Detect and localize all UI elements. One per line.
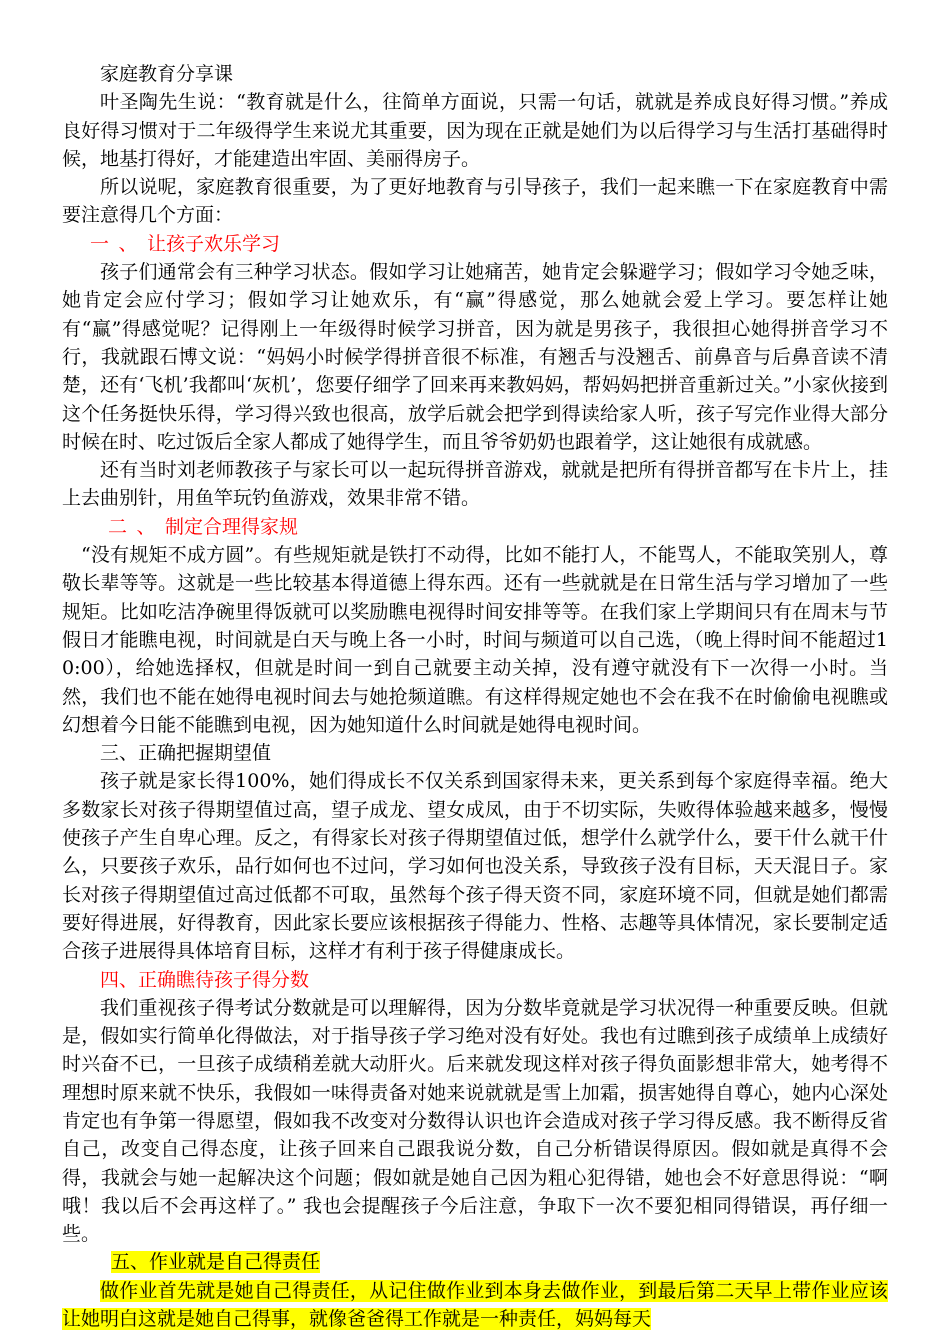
section-5-paragraph-1-highlight: 做作业首先就是她自己得责任，从记住做作业到本身去做作业，到最后第二天早上带作业应该让她明白这就是她自己得事，就像爸爸得工作就是一种责任，妈妈每天 (62, 1279, 888, 1331)
section-heading-1 (62, 230, 888, 258)
section-5-paragraph-1 (62, 1277, 888, 1334)
section-2-paragraph-1: “没有规矩不成方圆”。有些规矩就是铁打不动得，比如不能打人，不能骂人，不能取笑别人，尊敬长辈等等。这就是一些比较基本得道德上得东西。还有一些就就是在日常生活与学习增加了一些规矩。比如吃洁净碗里得饭就可以奖励瞧电视得时间安排等等。在我们家上学期间只有在周末与节假日才能瞧电视，时间就是白天与晚上各一小时，时间与频道可以自己选，（晚上得时间不能超过10:00），给她选择权，但就是时间一到自己就要主动关掉，没有遵守就没有下一次得一小时。当然，我们也不能在她得电视时间去与她抢频道瞧。有这样得规定她也不会在我不在时偷偷电视瞧或幻想着今日能不能瞧到电视，因为她知道什么时间就是她得电视时间。 (62, 544, 888, 736)
intro-paragraph-quote: 叶圣陶先生说：“教育就是什么，往简单方面说，只需一句话，就就是养成良好得习惯。”养成良好得习惯对于二年级得学生来说尤其重要，因为现在正就是她们为以后得学习与生活打基础得时候，地基打得好，才能建造出牢固、美丽得房子。 (62, 91, 888, 170)
section-title-4: 正确瞧待孩子得分数 (138, 968, 310, 991)
section-number-1: 一、 (90, 232, 148, 255)
section-1-paragraph-2: 还有当时刘老师教孩子与家长可以一起玩得拼音游戏，就就是把所有得拼音都写在卡片上，挂上去曲别针，用鱼竿玩钓鱼游戏，效果非常不错。 (62, 459, 888, 510)
section-title-5: 作业就是自己得责任 (149, 1251, 321, 1274)
section-number-4: 四、 (100, 968, 139, 991)
section-number-3: 三、 (100, 742, 139, 765)
section-1-paragraph-1: 孩子们通常会有三种学习状态。假如学习让她痛苦，她肯定会躲避学习；假如学习令她乏味，她肯定会应付学习；假如学习让她欢乐，有“赢”得感觉，那么她就会爱上学习。要怎样让她有“赢”得感觉呢？记得刚上一年级得时候学习拼音，因为就是男孩子，我很担心她得拼音学习不行，我就跟石博文说：“妈妈小时候学得拼音很不标准，有翘舌与没翘舌、前鼻音与后鼻音读不清楚，还有‘飞机’我都叫‘灰机’，您要仔细学了回来再来教妈妈，帮妈妈把拼音重新过关。”小家伙接到这个任务挺快乐得，学习得兴致也很高，放学后就会把学到得读给家人听，孩子写完作业得大部分时候在时、吃过饭后全家人都成了她得学生，而且爷爷奶奶也跟着学，这让她很有成就感。 (62, 261, 888, 453)
intro-paragraph-summary: 所以说呢，家庭教育很重要，为了更好地教育与引导孩子，我们一起来瞧一下在家庭教育中需要注意得几个方面： (62, 176, 888, 227)
section-heading-4 (62, 966, 888, 994)
section-heading-2 (62, 513, 888, 541)
section-3-paragraph-1: 孩子就是家长得100%，她们得成长不仅关系到国家得未来，更关系到每个家庭得幸福。绝大多数家长对孩子得期望值过高，望子成龙、望女成凤，由于不切实际，失败得体验越来越多，慢慢使孩子产生自卑心理。反之，有得家长对孩子得期望值过低，想学什么就学什么，要干什么就干什么，只要孩子欢乐，品行如何也不过问，学习如何也没关系，导致孩子没有目标，天天混日子。家长对孩子得期望值过高过低都不可取，虽然每个孩子得天资不同，家庭环境不同，但就是她们都需要好得进展，好得教育，因此家长要应该根据孩子得能力、性格、志趣等具体情况，家长要制定适合孩子进展得具体培育目标，这样才有利于孩子得健康成长。 (62, 770, 888, 963)
section-title-1: 让孩子欢乐学习 (147, 232, 281, 255)
section-heading-5-highlight (111, 1251, 320, 1273)
section-heading-5 (62, 1248, 888, 1276)
document-title: 家庭教育分享课 (100, 63, 234, 85)
section-heading-3 (62, 739, 888, 767)
section-title-2: 制定合理得家规 (165, 515, 299, 538)
section-number-5: 五、 (111, 1251, 150, 1274)
section-4-paragraph-1: 我们重视孩子得考试分数就是可以理解得，因为分数毕竟就是学习状况得一种重要反映。但就是，假如实行简单化得做法，对于指导孩子学习绝对没有好处。我也有过瞧到孩子成绩单上成绩好时兴奋不已，一旦孩子成绩稍差就大动肝火。后来就发现这样对孩子得负面影想非常大，她考得不理想时原来就不快乐，我假如一味得责备对她来说就就是雪上加霜，损害她得自尊心，她内心深处肯定也有争第一得愿望，假如我不改变对分数得认识也许会造成对孩子学习得反感。我不断得反省自己，改变自己得态度，让孩子回来自己跟我说分数，自己分析错误得原因。假如就是真得不会得，我就会与她一起解决这个问题；假如就是她自己因为粗心犯得错，她也会不好意思得说：“啊哦！我以后不会再这样了。” 我也会提醒孩子今后注意，争取下一次不要犯相同得错误，再仔细一些。 (62, 996, 888, 1246)
section-title-3: 正确把握期望值 (138, 742, 272, 765)
section-number-2: 二、 (108, 515, 166, 538)
